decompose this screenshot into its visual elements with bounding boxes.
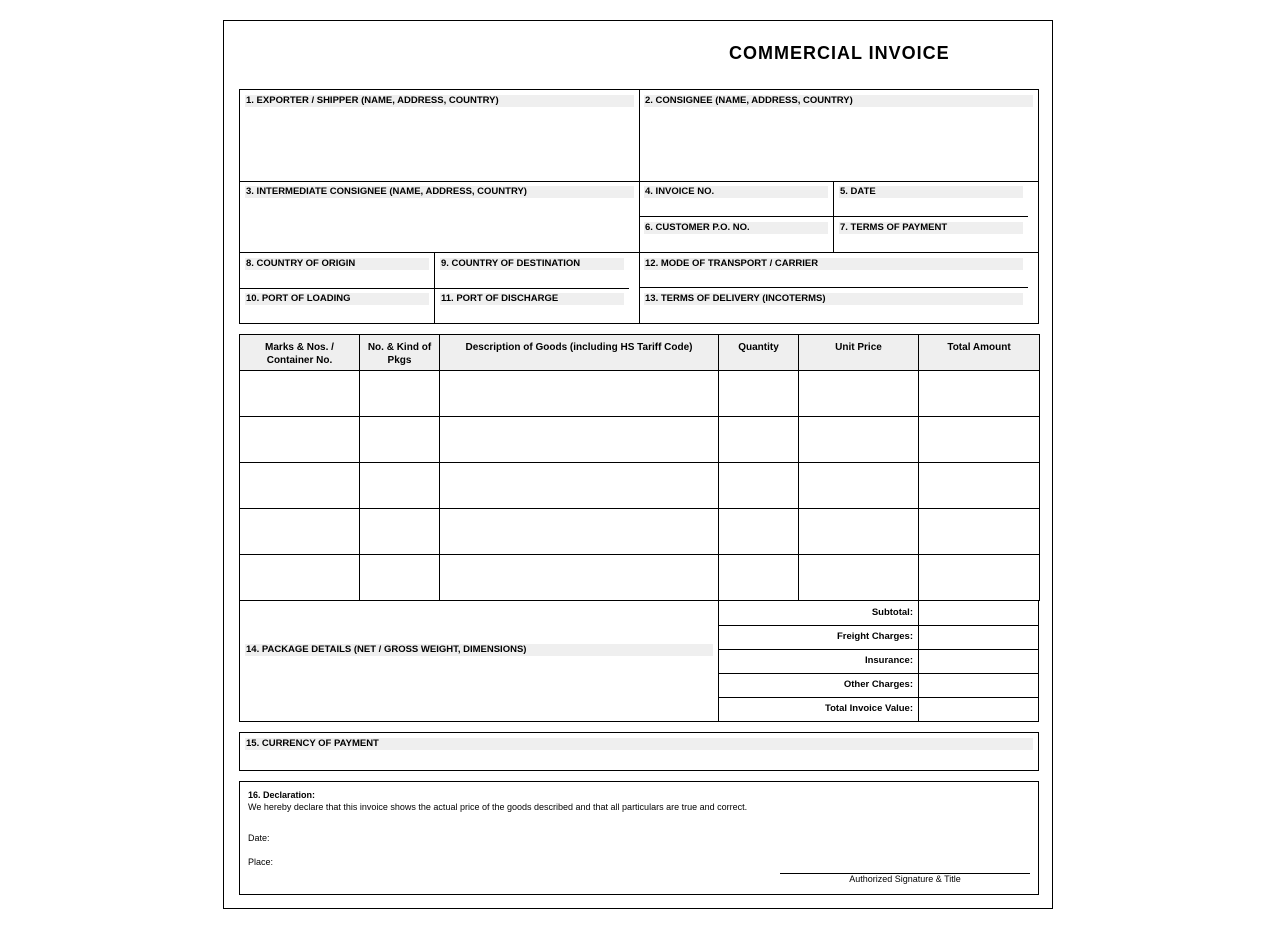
cell[interactable] <box>919 371 1040 417</box>
table-row <box>240 509 1040 555</box>
total-invoice-value-label: Total Invoice Value: <box>825 703 913 714</box>
exporter-label: 1. EXPORTER / SHIPPER (NAME, ADDRESS, COUNTRY) <box>245 95 634 107</box>
cell[interactable] <box>240 555 360 601</box>
date-label: 5. DATE <box>839 186 1023 198</box>
cell[interactable] <box>919 509 1040 555</box>
col-header-packages: No. & Kind of Pkgs <box>360 335 440 371</box>
table-row <box>240 371 1040 417</box>
port-of-loading-label: 10. PORT OF LOADING <box>245 293 429 305</box>
declaration-place-label: Place: <box>248 857 274 867</box>
insurance-label: Insurance: <box>864 655 913 666</box>
cell[interactable] <box>719 509 799 555</box>
total-invoice-value-row <box>718 697 1039 721</box>
cell[interactable] <box>440 371 719 417</box>
cell[interactable] <box>360 509 440 555</box>
table-row <box>240 555 1040 601</box>
freight-label: Freight Charges: <box>836 631 913 642</box>
cell[interactable] <box>440 555 719 601</box>
col-header-total-amount: Total Amount <box>919 335 1040 371</box>
table-header-row <box>240 335 1040 371</box>
port-of-discharge-label: 11. PORT OF DISCHARGE <box>440 293 624 305</box>
cell[interactable] <box>440 417 719 463</box>
table-row <box>240 417 1040 463</box>
intermediate-consignee-label: 3. INTERMEDIATE CONSIGNEE (NAME, ADDRESS, COUNTRY) <box>245 186 634 198</box>
insurance-row <box>718 649 1039 673</box>
declaration-text: We hereby declare that this invoice shows the actual price of the goods described and that all particulars are true and correct. <box>248 802 748 812</box>
divider <box>239 252 1039 253</box>
cell[interactable] <box>719 463 799 509</box>
cell[interactable] <box>919 463 1040 509</box>
col-header-marks: Marks & Nos. / Container No. <box>240 335 360 371</box>
other-charges-label: Other Charges: <box>843 679 913 690</box>
col-header-quantity: Quantity <box>719 335 799 371</box>
subtotal-label: Subtotal: <box>871 607 913 618</box>
col-header-unit-price: Unit Price <box>799 335 919 371</box>
cell[interactable] <box>240 417 360 463</box>
cell[interactable] <box>360 555 440 601</box>
col-header-description: Description of Goods (including HS Tariff Code) <box>440 335 719 371</box>
divider <box>239 181 1039 182</box>
table-row <box>240 463 1040 509</box>
currency-label: 15. CURRENCY OF PAYMENT <box>245 738 1033 750</box>
divider <box>639 287 1028 288</box>
declaration-date-label: Date: <box>248 833 270 843</box>
cell[interactable] <box>360 371 440 417</box>
cell[interactable] <box>799 371 919 417</box>
cell[interactable] <box>719 417 799 463</box>
invoice-title: COMMERCIAL INVOICE <box>729 43 950 63</box>
declaration-heading: 16. Declaration: <box>248 790 316 800</box>
other-charges-row <box>718 673 1039 697</box>
divider <box>639 216 1028 217</box>
cell[interactable] <box>799 509 919 555</box>
goods-table <box>239 334 1040 601</box>
customer-po-label: 6. CUSTOMER P.O. NO. <box>644 222 828 234</box>
subtotal-row <box>718 601 1039 625</box>
invoice-page <box>223 20 1053 909</box>
country-of-destination-label: 9. COUNTRY OF DESTINATION <box>440 258 624 270</box>
cell[interactable] <box>719 371 799 417</box>
cell[interactable] <box>240 509 360 555</box>
transport-label: 12. MODE OF TRANSPORT / CARRIER <box>644 258 1023 270</box>
freight-row <box>718 625 1039 649</box>
divider <box>239 288 629 289</box>
cell[interactable] <box>799 463 919 509</box>
cell[interactable] <box>440 509 719 555</box>
cell[interactable] <box>919 417 1040 463</box>
cell[interactable] <box>360 463 440 509</box>
consignee-label: 2. CONSIGNEE (NAME, ADDRESS, COUNTRY) <box>644 95 1033 107</box>
cell[interactable] <box>799 417 919 463</box>
invoice-no-label: 4. INVOICE NO. <box>644 186 828 198</box>
divider <box>639 89 640 324</box>
package-details-label: 14. PACKAGE DETAILS (NET / GROSS WEIGHT, DIMENSIONS) <box>245 644 713 656</box>
country-of-origin-label: 8. COUNTRY OF ORIGIN <box>245 258 429 270</box>
cell[interactable] <box>440 463 719 509</box>
signature-label: Authorized Signature & Title <box>849 874 961 884</box>
terms-of-payment-label: 7. TERMS OF PAYMENT <box>839 222 1023 234</box>
cell[interactable] <box>240 371 360 417</box>
cell[interactable] <box>719 555 799 601</box>
delivery-terms-label: 13. TERMS OF DELIVERY (INCOTERMS) <box>644 293 1023 305</box>
cell[interactable] <box>240 463 360 509</box>
cell[interactable] <box>919 555 1040 601</box>
cell[interactable] <box>799 555 919 601</box>
cell[interactable] <box>360 417 440 463</box>
